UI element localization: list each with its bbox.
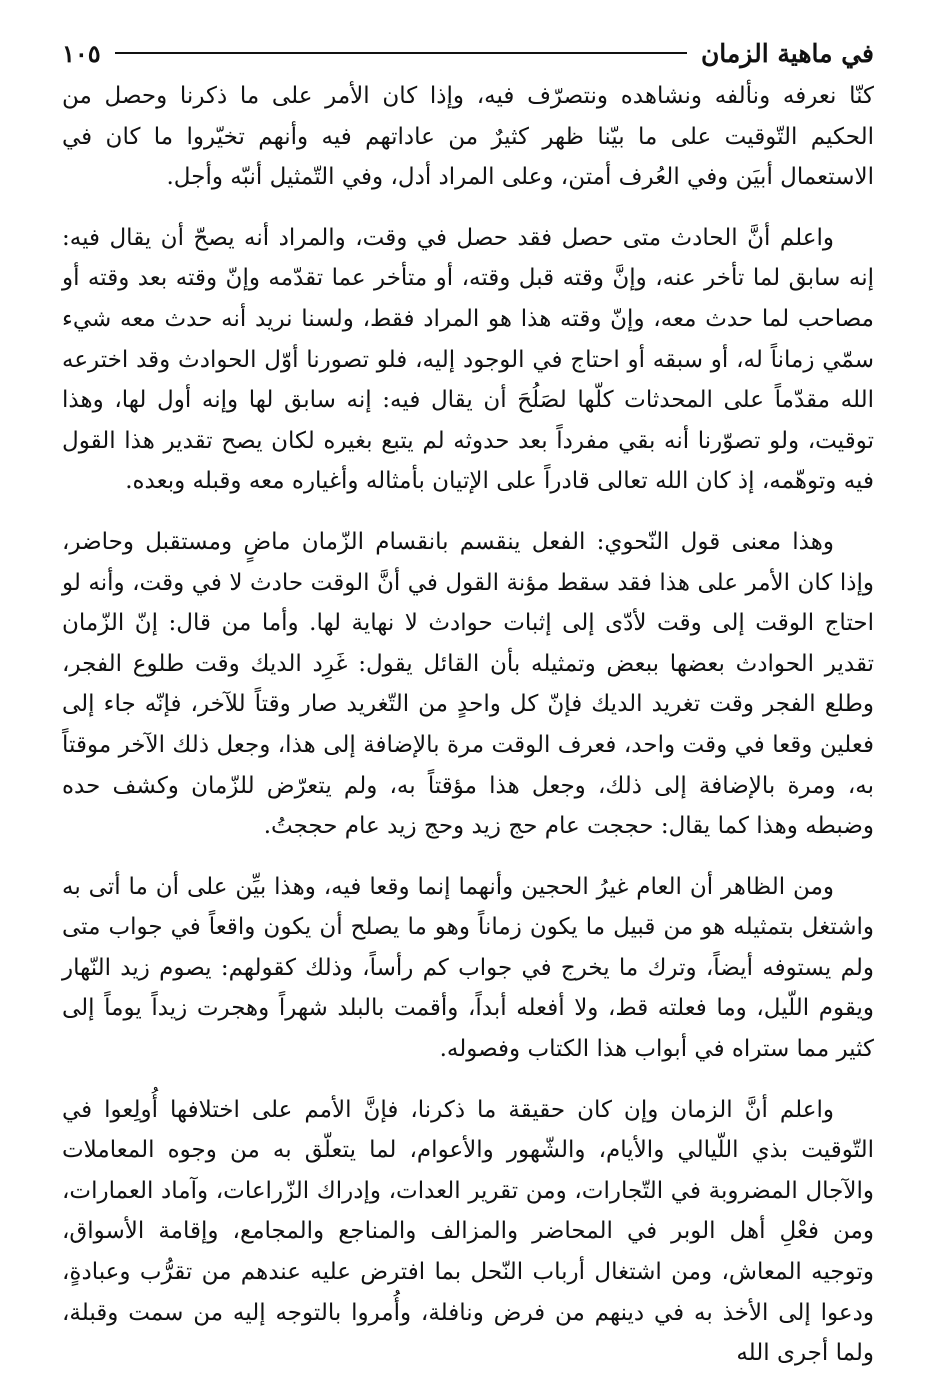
- paragraph-gap: [62, 1070, 874, 1090]
- paragraph-gap: [62, 847, 874, 867]
- paragraph-4: ومن الظاهر أن العام غيرُ الحجين وأنهما إنما وقعا فيه، وهذا بيِّن على أن ما أتى به واشتغل بتمثيله هو من قبيل ما يكون زماناً وهو ما يصلح أن يكون واقعاً في جواب متى ولم يستوفه أيضاً، وترك ما يخرج في جواب كم رأساً، وذلك كقولهم: يصوم زيد النّهار ويقوم اللّيل، وما فعلته قط، ولا أفعله أبداً، وأقمت بالبلد شهراً وهجرت زيداً يوماً إلى كثير مما ستراه في أبواب هذا الكتاب وفصوله.: [62, 873, 874, 1063]
- paragraph-5: واعلم أنَّ الزمان وإن كان حقيقة ما ذكرنا، فإنَّ الأمم على اختلافها أُولِعوا في التّوقيت بذي اللّيالي والأيام، والشّهور والأعوام، لما يتعلّق به من وجوه المعاملات والآجال المضروبة في التّجارات، ومن تقرير العدات، وإدراك الزّراعات، وآماد العمارات، ومن فعْلِ أهل الوبر في المحاضر والمزالف والمناجع والمجامع، وإقامة الأسواق، وتوجيه المعاش، ومن اشتغال أرباب النّحل بما افترض عليه عندهم من تقرُّب وعبادةٍ، ودعوا إلى الأخذ به في دينهم من فرض ونافلة، وأُمروا بالتوجه إليه من سمت وقبلة، ولما أجرى الله: [62, 1096, 874, 1367]
- paragraph-3: وهذا معنى قول النّحوي: الفعل ينقسم بانقسام الزّمان ماضٍ ومستقبل وحاضر، وإذا كان الأمر على هذا فقد سقط مؤنة القول في أنَّ الوقت حادث لا في وقت، وأنه لو احتاج الوقت إلى وقت لأدّى إلى إثبات حوادث لا نهاية لها. وأما من قال: إنّ الزّمان تقدير الحوادث بعضها ببعض وتمثيله بأن القائل يقول: غَرِد الديك وقت طلوع الفجر، وطلع الفجر وقت تغريد الديك فإنّ كل واحدٍ من التّغريد صار وقتاً للآخر، فإنّه جاء إلى فعلين وقعا في وقت واحد، فعرف الوقت مرة بالإضافة إلى هذا، وجعل ذلك الآخر موقتاً به، ومرة بالإضافة إلى ذلك، وجعل هذا مؤقتاً به، ولم يتعرّض للزّمان وكشف حده وضبطه وهذا كما يقال: حججت عام حج زيد وحج زيد عام حججتُ.: [62, 528, 874, 840]
- paragraph-1: كنّا نعرفه ونألفه ونشاهده ونتصرّف فيه، وإذا كان الأمر على ما ذكرنا وحصل من الحكيم التّوقيت على ما بيّنا ظهر كثيرٌ من عاداتهم فيه وأنهم تخيّروا ما كان في الاستعمال أبيَن وفي العُرف أمتن، وعلى المراد أدل، وفي التّمثيل أنبّه وأجل.: [62, 83, 874, 191]
- page: [62, 30, 874, 1374]
- chapter-title: في ماهية الزمان: [700, 38, 874, 68]
- paragraph-gap: [62, 502, 874, 522]
- paragraph-2: واعلم أنَّ الحادث متى حصل فقد حصل في وقت، والمراد أنه يصحّ أن يقال فيه: إنه سابق لما تأخر عنه، وإنَّ وقته قبل وقته، أو متأخر عما تقدّمه وإنّ وقته بعد وقته أو مصاحب لما حدث معه، وإنّ وقته هذا هو المراد فقط، ولسنا نريد أنه حدث معه شيء سمّي زماناً له، أو سبقه أو احتاج في الوجود إليه، فلو تصورنا أوّل الحوادث وقد اخترعه الله مقدّماً على المحدثات كلّها لصَلُحَ أن يقال فيه: إنه سابق لها وإنه أول لها، وهذا توقيت، ولو تصوّرنا أنه بقي مفرداً بعد حدوثه لم يتبع بغيره لكان يصح تقدير هذا القول فيه وتوهّمه، إذ كان الله تعالى قادراً على الإتيان بأمثاله وأغياره معه وقبله وبعده.: [62, 224, 874, 495]
- page-number: ١٠٥: [62, 38, 101, 68]
- header-rule: [115, 52, 687, 54]
- running-header: [62, 30, 874, 76]
- paragraph-gap: [62, 198, 874, 218]
